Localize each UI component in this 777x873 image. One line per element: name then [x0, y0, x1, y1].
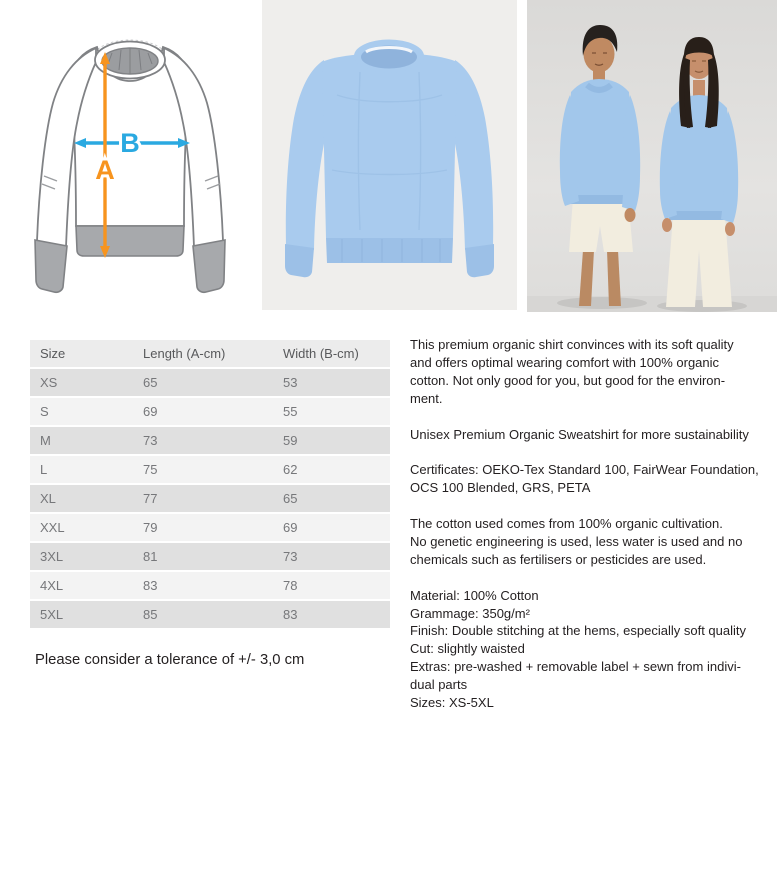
column-header-length: Length (A-cm) [133, 340, 273, 368]
size-cell: M [30, 426, 133, 455]
length-label: A [95, 155, 115, 185]
column-header-width: Width (B-cm) [273, 340, 390, 368]
product-description [410, 336, 777, 712]
waistband [76, 226, 184, 256]
description-line: No genetic engineering is used, less water is used and no [410, 533, 743, 549]
description-paragraph [410, 461, 777, 497]
models-wearing-sweatshirt-photo [527, 0, 777, 312]
flat-right-cuff [465, 244, 494, 277]
description-line: This premium organic shirt convinces with its soft quality [410, 337, 734, 352]
description-paragraph [410, 587, 777, 712]
size-cell: S [30, 397, 133, 426]
woman-left-hand [662, 218, 672, 232]
description-line: ment. [410, 390, 443, 406]
description-line: chemicals such as fertilisers or pesticides are used. [410, 551, 707, 567]
width-cell: 83 [273, 600, 390, 629]
size-cell: 3XL [30, 542, 133, 571]
length-cell: 75 [133, 455, 273, 484]
description-line: dual parts [410, 677, 468, 693]
size-cell: XS [30, 368, 133, 397]
description-paragraph [410, 515, 777, 569]
length-cell: 81 [133, 542, 273, 571]
description-paragraph [410, 336, 777, 408]
flat-hem-band [326, 238, 453, 263]
flat-body [322, 53, 457, 238]
length-cell: 73 [133, 426, 273, 455]
length-cell: 85 [133, 600, 273, 629]
description-line: Unisex Premium Organic Sweatshirt for more sustainability [410, 426, 749, 442]
description-line: Sizes: XS-5XL [410, 695, 494, 711]
size-cell: L [30, 455, 133, 484]
table-row [30, 426, 390, 455]
table-row [30, 571, 390, 600]
description-line: Finish: Double stitching at the hems, especially soft quality [410, 623, 747, 639]
width-cell: 65 [273, 484, 390, 513]
woman-right-hand [725, 222, 735, 236]
size-cell: XXL [30, 513, 133, 542]
description-line: Material: 100% Cotton [410, 587, 539, 603]
width-cell: 53 [273, 368, 390, 397]
table-row [30, 368, 390, 397]
table-row [30, 600, 390, 629]
width-cell: 69 [273, 513, 390, 542]
size-chart-header-row [30, 340, 390, 368]
description-line: cotton. Not only good for you, but good for the environ- [410, 372, 726, 388]
product-photo-models [527, 0, 777, 312]
table-row [30, 397, 390, 426]
product-photo-flat [262, 0, 517, 310]
size-cell: XL [30, 484, 133, 513]
length-cell: 83 [133, 571, 273, 600]
right-cuff [193, 240, 225, 292]
sweatshirt-measurement-diagram [0, 0, 262, 310]
width-cell: 78 [273, 571, 390, 600]
woman-sweatshirt-torso [667, 95, 731, 220]
left-cuff [35, 240, 67, 292]
table-row [30, 513, 390, 542]
size-cell: 5XL [30, 600, 133, 629]
description-line: The cotton used comes from 100% organic cultivation. [410, 516, 723, 532]
woman-sweatshirt-hem [669, 211, 729, 220]
description-line: Certificates: OEKO-Tex Standard 100, FairWear Foundation, [410, 462, 759, 478]
size-chart-table [30, 340, 390, 630]
description-line: Extras: pre-washed + removable label + sewn from indivi- [410, 659, 741, 675]
description-line: Cut: slightly waisted [410, 641, 525, 657]
width-cell: 59 [273, 426, 390, 455]
size-diagram-image [0, 0, 262, 310]
product-image-row [0, 0, 777, 312]
width-label: B [120, 128, 140, 158]
table-row [30, 455, 390, 484]
length-cell: 79 [133, 513, 273, 542]
description-paragraph [410, 426, 777, 444]
width-cell: 62 [273, 455, 390, 484]
table-row [30, 484, 390, 513]
flat-left-cuff [285, 244, 314, 277]
length-cell: 77 [133, 484, 273, 513]
width-cell: 55 [273, 397, 390, 426]
length-cell: 65 [133, 368, 273, 397]
flat-sweatshirt-photo [262, 0, 517, 310]
length-cell: 69 [133, 397, 273, 426]
description-line: Grammage: 350g/m² [410, 605, 530, 621]
description-line: and offers optimal wearing comfort with 100% organic [410, 354, 720, 370]
table-row [30, 542, 390, 571]
man-hand [625, 208, 636, 222]
width-cell: 73 [273, 542, 390, 571]
tolerance-note: Please consider a tolerance of +/- 3,0 cm [35, 652, 305, 668]
size-cell: 4XL [30, 571, 133, 600]
description-line: OCS 100 Blended, GRS, PETA [410, 480, 591, 496]
man-shadow [557, 297, 647, 309]
column-header-size: Size [30, 340, 133, 368]
